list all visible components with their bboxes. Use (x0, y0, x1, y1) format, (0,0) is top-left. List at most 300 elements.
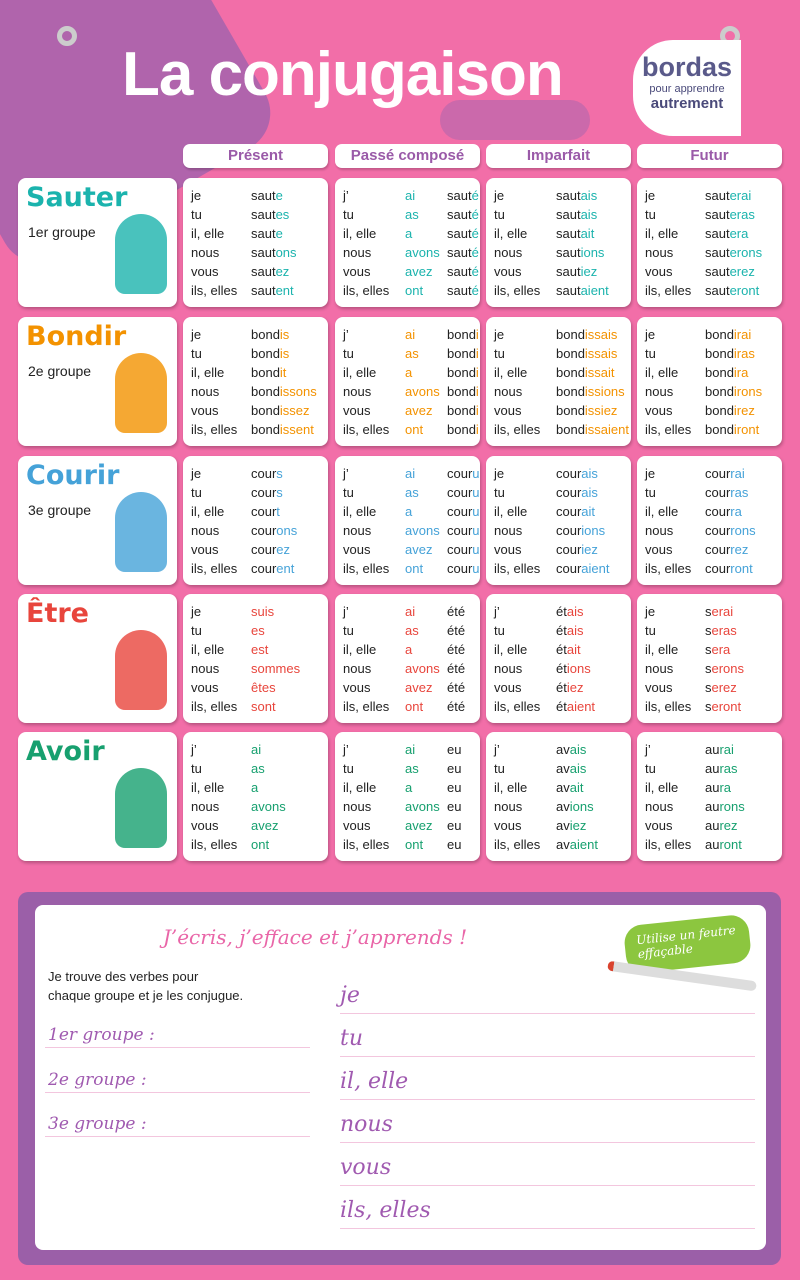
participle (447, 188, 479, 203)
participle-stem: saut (447, 283, 472, 298)
participle-stem: cour (447, 466, 473, 481)
write-line[interactable] (45, 1047, 310, 1048)
pronoun: tu (343, 761, 354, 776)
conjugation-cell-present (183, 317, 328, 446)
conjugation-line (343, 403, 480, 422)
verb-form (556, 466, 598, 481)
verb-form (556, 207, 597, 222)
verb-ending: is (279, 346, 290, 361)
verb-stem: s (705, 680, 712, 695)
participle-stem: été (447, 661, 466, 676)
pronoun: nous (494, 799, 523, 814)
verb-form (556, 327, 617, 342)
auxiliary: avons (405, 245, 440, 260)
pronoun: nous (494, 384, 523, 399)
conjugation-cell-futur (637, 594, 782, 723)
verb-ending: es (275, 207, 290, 222)
verb-stem: bond (705, 384, 734, 399)
write-line[interactable] (340, 1013, 755, 1014)
conjugation-line (191, 207, 328, 226)
pronoun: vous (494, 542, 522, 557)
verb-card (18, 456, 177, 585)
conjugation-line (191, 485, 328, 504)
participle-stem: été (447, 699, 466, 714)
pronoun: je (645, 188, 656, 203)
verb-form (251, 837, 269, 852)
conjugation-line (645, 623, 782, 642)
conjugation-line (191, 699, 328, 718)
verb-ending: s (276, 485, 283, 500)
verb-stem: saut (251, 264, 276, 279)
participle (447, 561, 480, 576)
verb-name: Être (26, 598, 89, 629)
participle (447, 523, 480, 538)
verb-ending: es (251, 623, 265, 638)
verb-ending: ais (566, 623, 584, 638)
conjugation-line (343, 523, 480, 542)
verb-stem: cour (705, 523, 731, 538)
auxiliary: avez (405, 403, 433, 418)
verb-stem: au (705, 818, 720, 833)
conjugation-line (494, 264, 631, 283)
pronoun: tu (494, 623, 505, 638)
verb-stem: bond (251, 384, 280, 399)
pronoun: tu (191, 761, 202, 776)
pronoun: tu (494, 207, 505, 222)
verb-form (251, 327, 289, 342)
conjugation-cell-imparfait (486, 456, 631, 585)
verb-form (556, 642, 581, 657)
verb-stem: saut (556, 226, 581, 241)
verb-form (251, 264, 289, 279)
verb-name: Avoir (26, 736, 105, 767)
participle-stem: bond (447, 327, 476, 342)
verb-form (556, 680, 583, 695)
verb-ending: aient (580, 283, 609, 298)
conjugation-line (343, 742, 480, 761)
pronoun: nous (343, 523, 372, 538)
pronoun: il, elle (343, 226, 377, 241)
pronoun: tu (343, 623, 354, 638)
verb-ending: aient (566, 699, 596, 714)
verb-stem: bond (556, 422, 585, 437)
participle-ending: i (475, 403, 479, 418)
conjugation-line (494, 761, 631, 780)
pronoun: nous (343, 661, 372, 676)
conjugation-cell-futur (637, 178, 782, 307)
verb-form (251, 485, 283, 500)
verb-form (705, 245, 762, 260)
verb-stem: cour (705, 542, 731, 557)
pronoun: ils, elles (343, 561, 390, 576)
participle-stem: saut (447, 245, 472, 260)
verb-stem: bond (705, 403, 734, 418)
verb-form (556, 699, 595, 714)
verb-form (251, 346, 289, 361)
verb-stem: au (705, 742, 720, 757)
verb-form (251, 661, 300, 676)
pronoun: il, elle (343, 365, 377, 380)
conjugation-line (494, 818, 631, 837)
verb-stem: ét (556, 661, 567, 676)
conjugation-line (343, 623, 480, 642)
verb-stem: saut (251, 245, 276, 260)
verb-ending: rons (719, 799, 745, 814)
verb-form (556, 742, 586, 757)
write-line[interactable] (340, 1142, 755, 1143)
verb-stem: s (705, 642, 712, 657)
verb-form (556, 226, 594, 241)
conjugation-line (645, 226, 782, 245)
verb-ending: ions (566, 661, 591, 676)
participle (447, 422, 479, 437)
verb-form (251, 680, 276, 695)
verb-stem: cour (556, 523, 582, 538)
pronoun: nous (343, 384, 372, 399)
conjugation-line (191, 523, 328, 542)
verb-ending: sont (251, 699, 276, 714)
pronoun: ils, elles (494, 561, 541, 576)
participle (447, 761, 461, 776)
verb-stem: cour (251, 485, 277, 500)
verb-form (251, 623, 265, 638)
verb-ending: as (251, 761, 265, 776)
verb-form (251, 561, 294, 576)
pronoun: il, elle (191, 642, 225, 657)
conjugation-line (343, 561, 480, 580)
pronoun: vous (645, 818, 673, 833)
verb-form (705, 264, 755, 279)
verb-stem: ét (556, 642, 567, 657)
pronoun: ils, elles (645, 422, 692, 437)
conjugation-line (343, 837, 480, 856)
pronoun: je (494, 466, 505, 481)
participle-ending: u (472, 485, 480, 500)
conjugation-line (191, 283, 328, 302)
pronoun: vous (645, 264, 673, 279)
pronoun: nous (191, 523, 220, 538)
write-line[interactable] (340, 1228, 755, 1229)
pronoun: j’ (645, 742, 651, 757)
pronoun: vous (645, 542, 673, 557)
verb-stem: av (556, 761, 570, 776)
verb-ending: s (276, 466, 283, 481)
conjugation-line (494, 623, 631, 642)
pronoun: vous (645, 680, 673, 695)
pronoun: je (494, 188, 505, 203)
conjugation-line (191, 623, 328, 642)
conjugation-line (191, 761, 328, 780)
verb-stem: saut (556, 264, 581, 279)
verb-stem: ét (556, 680, 567, 695)
conjugation-line (343, 283, 480, 302)
verb-form (556, 384, 625, 399)
conjugation-line (494, 188, 631, 207)
pronoun: je (645, 466, 656, 481)
participle-stem: eu (447, 742, 462, 757)
conjugation-line (191, 680, 328, 699)
verb-ending: eras (711, 623, 737, 638)
verb-stem: cour (251, 523, 277, 538)
verb-form (705, 780, 731, 795)
verb-stem: bond (705, 327, 734, 342)
verb-ending: ais (569, 742, 587, 757)
participle-ending: é (471, 207, 479, 222)
conjugation-line (645, 799, 782, 818)
pronoun: ils, elles (191, 837, 238, 852)
verb-stem: saut (705, 283, 730, 298)
conjugation-line (645, 485, 782, 504)
conjugation-line (343, 365, 480, 384)
conjugation-line (494, 523, 631, 542)
verb-ending: rai (719, 742, 734, 757)
conjugation-line (343, 761, 480, 780)
participle-stem: cour (447, 504, 473, 519)
verb-ending: aient (581, 561, 610, 576)
verb-stem: saut (705, 188, 730, 203)
conjugation-cell-imparfait (486, 178, 631, 307)
exercise-title: J’écris, j’efface et j’apprends ! (162, 925, 468, 949)
character-illustration (115, 214, 167, 294)
conjugation-line (343, 466, 480, 485)
verb-form (556, 780, 583, 795)
pronoun: je (494, 327, 505, 342)
verb-stem: saut (251, 226, 276, 241)
conjugation-line (645, 245, 782, 264)
auxiliary: a (405, 780, 413, 795)
instruction-line: chaque groupe et je les conjugue. (48, 988, 244, 1003)
verb-form (705, 422, 759, 437)
verb-ending: t (276, 504, 280, 519)
verb-ending: ions (580, 245, 605, 260)
participle-stem: cour (447, 561, 473, 576)
verb-form (556, 523, 605, 538)
verb-stem: s (705, 604, 712, 619)
verb-ending: erons (729, 245, 763, 260)
participle-stem: bond (447, 422, 476, 437)
participle (447, 542, 480, 557)
verb-ending: ez (275, 264, 290, 279)
conjugation-line (343, 542, 480, 561)
verb-ending: issait (584, 365, 615, 380)
verb-stem: av (556, 837, 570, 852)
conjugation-line (645, 264, 782, 283)
verb-form (705, 818, 738, 833)
verb-form (251, 365, 286, 380)
conjugation-line (343, 226, 480, 245)
verb-form (705, 466, 745, 481)
conjugation-line (494, 699, 631, 718)
conjugation-line (191, 365, 328, 384)
pronoun: vous (494, 403, 522, 418)
verb-ending: is (279, 327, 290, 342)
verb-ending: issent (279, 422, 314, 437)
conjugation-line (494, 422, 631, 441)
verb-stem: cour (705, 485, 731, 500)
verb-ending: e (275, 188, 283, 203)
auxiliary: ai (405, 466, 416, 481)
verb-form (556, 422, 629, 437)
verb-form (556, 504, 595, 519)
pronoun: ils, elles (494, 422, 541, 437)
verb-card (18, 178, 177, 307)
conjugation-line (191, 384, 328, 403)
participle-stem: été (447, 623, 466, 638)
verb-stem: ét (556, 623, 567, 638)
auxiliary: as (405, 761, 419, 776)
write-line[interactable] (45, 1136, 310, 1137)
verb-form (556, 485, 598, 500)
conjugation-line (494, 207, 631, 226)
verb-ending: ons (276, 523, 298, 538)
pronoun: ils, elles (494, 283, 541, 298)
logo-tagline: pour apprendre (649, 83, 725, 95)
verb-form (251, 604, 274, 619)
write-line[interactable] (340, 1056, 755, 1057)
verb-ending: eront (729, 283, 760, 298)
pronoun: tu (645, 485, 656, 500)
conjugation-line (645, 365, 782, 384)
conjugation-line (645, 699, 782, 718)
verb-ending: sommes (251, 661, 301, 676)
participle (447, 818, 461, 833)
pronoun: tu (191, 346, 202, 361)
verb-stem: s (705, 661, 712, 676)
verb-form (556, 761, 586, 776)
auxiliary: a (405, 642, 413, 657)
conjugation-line (494, 837, 631, 856)
participle (447, 466, 480, 481)
auxiliary: ai (405, 327, 416, 342)
conjugation-line (191, 818, 328, 837)
verb-group: 2e groupe (28, 363, 92, 379)
verb-ending: avez (251, 818, 279, 833)
participle-stem: bond (447, 365, 476, 380)
character-illustration (115, 768, 167, 848)
verb-ending: ais (566, 604, 584, 619)
verb-ending: aient (569, 837, 598, 852)
verb-card (18, 594, 177, 723)
conjugation-line (645, 561, 782, 580)
verb-form (251, 384, 317, 399)
pronoun: il, elle (343, 780, 377, 795)
eyelet-left (57, 26, 77, 46)
verb-stem: bond (556, 346, 585, 361)
conjugation-cell-present (183, 594, 328, 723)
conjugation-line (191, 403, 328, 422)
verb-stem: saut (556, 245, 581, 260)
participle-ending: é (471, 226, 479, 241)
verb-ending: êtes (251, 680, 276, 695)
conjugation-line (494, 661, 631, 680)
pronoun: ils, elles (645, 283, 692, 298)
conjugation-line (191, 226, 328, 245)
pronoun: tu (645, 761, 656, 776)
participle (447, 403, 479, 418)
pronoun: il, elle (494, 226, 528, 241)
group-label-3: 3e groupe : (48, 1114, 147, 1134)
participle (447, 837, 461, 852)
participle-stem: bond (447, 384, 476, 399)
group-label-2: 2e groupe : (48, 1070, 147, 1090)
auxiliary: avons (405, 799, 440, 814)
pronoun: j’ (494, 742, 500, 757)
verb-ending: erai (729, 188, 752, 203)
verb-ending: a (251, 780, 259, 795)
verb-name: Bondir (26, 321, 127, 352)
conjugation-cell-imparfait (486, 317, 631, 446)
participle-stem: saut (447, 264, 472, 279)
pronoun: nous (191, 799, 220, 814)
conjugation-line (494, 365, 631, 384)
bordas-logo (633, 40, 741, 136)
conjugation-line (494, 403, 631, 422)
participle (447, 680, 465, 695)
pronoun: tu (494, 761, 505, 776)
verb-stem: cour (556, 485, 582, 500)
pronoun: ils, elles (191, 422, 238, 437)
pronoun: tu (494, 346, 505, 361)
write-line[interactable] (340, 1185, 755, 1186)
pronoun: ils, elles (494, 699, 541, 714)
verb-ending: iront (733, 422, 760, 437)
verb-ending: rai (730, 466, 745, 481)
verb-form (251, 642, 268, 657)
verb-form (705, 283, 759, 298)
pronoun: ils, elles (645, 699, 692, 714)
conjugation-line (494, 780, 631, 799)
exercise-instructions (48, 967, 243, 1005)
marker-badge: Utilise un feutre effaçable (623, 914, 752, 975)
pronoun: j’ (191, 742, 197, 757)
pronoun: vous (191, 542, 219, 557)
verb-ending: ez (276, 542, 291, 557)
participle-stem: été (447, 680, 466, 695)
verb-form (556, 403, 617, 418)
conjugation-line (645, 346, 782, 365)
participle (447, 226, 479, 241)
pronoun: nous (645, 799, 674, 814)
participle (447, 799, 461, 814)
auxiliary: ont (405, 561, 424, 576)
conjugation-line (191, 780, 328, 799)
conjugation-line (343, 245, 480, 264)
verb-form (705, 761, 738, 776)
conjugation-line (494, 384, 631, 403)
conjugation-line (343, 642, 480, 661)
pronoun: vous (343, 818, 371, 833)
participle (447, 623, 465, 638)
write-line[interactable] (45, 1092, 310, 1093)
verb-ending: erons (711, 661, 745, 676)
verb-ending: erai (711, 604, 734, 619)
conjugation-line (645, 742, 782, 761)
conjugation-cell-passe_compose (335, 317, 480, 446)
conjugation-line (191, 327, 328, 346)
verb-stem: saut (556, 207, 581, 222)
pronoun: tu (191, 485, 202, 500)
pronoun: tu (191, 623, 202, 638)
pronoun: tu (343, 485, 354, 500)
pronoun: il, elle (494, 365, 528, 380)
write-line[interactable] (340, 1099, 755, 1100)
pronoun: vous (191, 818, 219, 833)
verb-form (705, 642, 730, 657)
verb-form (705, 542, 748, 557)
verb-ending: ons (275, 245, 297, 260)
pronoun: vous (494, 680, 522, 695)
pronoun: vous (191, 680, 219, 695)
